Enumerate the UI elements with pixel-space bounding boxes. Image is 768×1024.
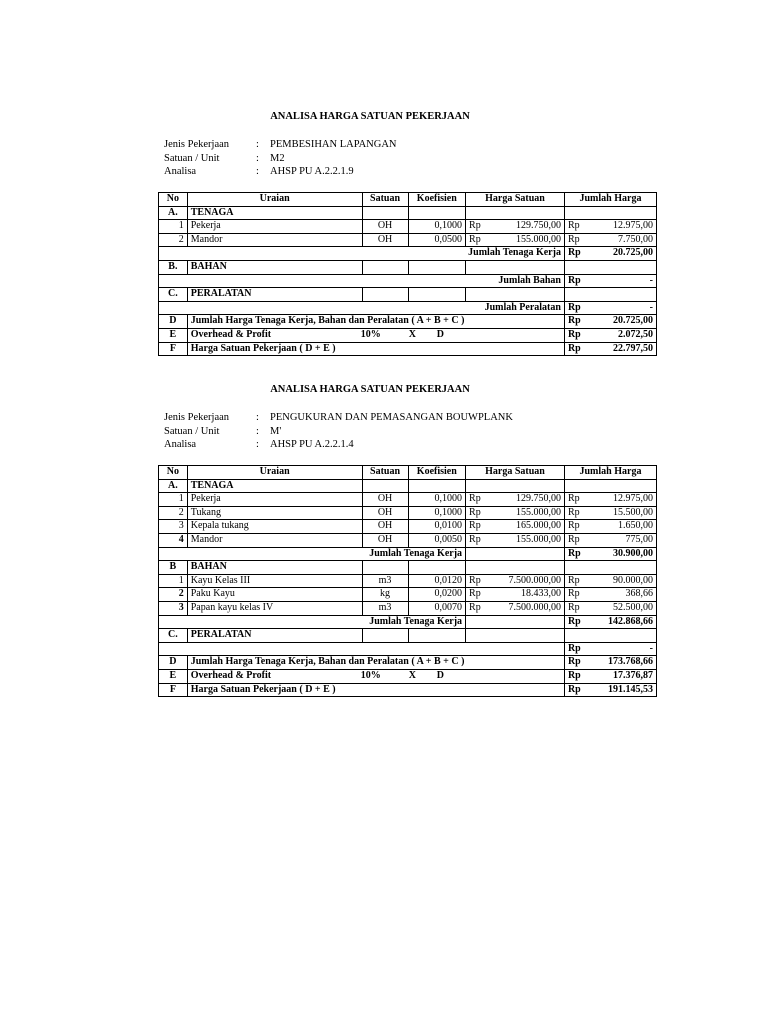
row-koef: 0,0050 [408, 533, 466, 547]
overhead-pct: 10% [360, 328, 381, 340]
summary-value: 2.072,50 [585, 328, 656, 342]
row-rp: Rp [466, 220, 484, 234]
row-no: 2 [159, 588, 188, 602]
info-sep: : [256, 425, 259, 437]
row-satuan: OH [362, 520, 408, 534]
info-value: AHSP PU A.2.2.1.9 [270, 166, 354, 177]
section-1-table [158, 192, 657, 356]
row-harga: 155.000,00 [484, 506, 565, 520]
info-sep: : [256, 166, 259, 177]
summary-code: E [159, 328, 188, 342]
summary-code: E [159, 669, 188, 683]
row-harga: 7.500.000,00 [484, 574, 565, 588]
group-code: A. [159, 206, 188, 220]
info-label: Satuan / Unit [164, 425, 220, 437]
summary-row-d [159, 315, 657, 329]
info-label: Analisa [164, 166, 197, 177]
subtotal-rp: Rp [564, 642, 585, 656]
subtotal-value: 20.725,00 [585, 247, 656, 261]
table-row [159, 220, 657, 234]
info-value: PEMBESIHAN LAPANGAN [270, 139, 397, 150]
subtotal-label: Jumlah Tenaga Kerja [159, 247, 565, 261]
row-uraian: Kayu Kelas III [187, 574, 362, 588]
subtotal-row-bahan [159, 274, 657, 288]
subtotal-row-tenaga [159, 547, 657, 561]
group-row-tenaga [159, 479, 657, 493]
row-uraian: Mandor [187, 533, 362, 547]
table-header-row [159, 193, 657, 207]
row-rp: Rp [466, 574, 484, 588]
subtotal-label: Jumlah Tenaga Kerja [159, 547, 466, 561]
subtotal-label: Jumlah Bahan [159, 274, 565, 288]
row-no: 3 [159, 520, 188, 534]
info-value: M' [270, 425, 282, 437]
table-header-row [159, 466, 657, 480]
summary-rp: Rp [564, 683, 585, 697]
group-label: TENAGA [187, 206, 362, 220]
row-koef: 0,0120 [408, 574, 466, 588]
section-2-title: ANALISA HARGA SATUAN PEKERJAAN [270, 384, 470, 395]
group-label: BAHAN [187, 260, 362, 274]
info-label: Jenis Pekerjaan [164, 412, 230, 423]
subtotal-value: - [585, 301, 656, 315]
info-sep: : [256, 412, 259, 423]
summary-row-d [159, 656, 657, 670]
summary-code: D [159, 656, 188, 670]
summary-value: 191.145,53 [585, 683, 656, 697]
row-koef: 0,1000 [408, 493, 466, 507]
table-row [159, 506, 657, 520]
row-rp: Rp [564, 574, 585, 588]
group-label: PERALATAN [187, 629, 362, 643]
group-code: B. [159, 260, 188, 274]
row-koef: 0,0200 [408, 588, 466, 602]
summary-label: Harga Satuan Pekerjaan ( D + E ) [187, 683, 564, 697]
group-label: PERALATAN [187, 288, 362, 302]
row-satuan: OH [362, 233, 408, 247]
subtotal-row-peralatan [159, 301, 657, 315]
overhead-ref: D [436, 328, 444, 340]
overhead-label: Overhead & Profit [190, 669, 272, 681]
row-harga: 155.000,00 [484, 533, 565, 547]
row-jumlah: 12.975,00 [585, 220, 656, 234]
row-rp: Rp [564, 220, 585, 234]
row-rp: Rp [466, 588, 484, 602]
group-label: BAHAN [187, 561, 362, 575]
row-harga: 129.750,00 [484, 493, 565, 507]
table-row [159, 533, 657, 547]
overhead-x: X [408, 328, 416, 340]
col-header-harga-satuan: Harga Satuan [466, 466, 565, 480]
row-uraian: Tukang [187, 506, 362, 520]
table-row [159, 601, 657, 615]
summary-rp: Rp [564, 328, 585, 342]
row-koef: 0,1000 [408, 506, 466, 520]
col-header-satuan: Satuan [362, 193, 408, 207]
row-jumlah: 52.500,00 [585, 601, 656, 615]
row-satuan: OH [362, 493, 408, 507]
section-1-info [164, 138, 397, 179]
section-1-table-wrap [158, 192, 657, 356]
subtotal-rp: Rp [564, 274, 585, 288]
overhead-x: X [408, 669, 416, 681]
row-jumlah: 775,00 [585, 533, 656, 547]
summary-rp: Rp [564, 315, 585, 329]
row-no: 3 [159, 601, 188, 615]
col-header-koefisien: Koefisien [408, 193, 466, 207]
info-sep: : [256, 152, 259, 164]
row-jumlah: 368,66 [585, 588, 656, 602]
group-code: B [159, 561, 188, 575]
row-rp: Rp [564, 533, 585, 547]
row-satuan: m3 [362, 574, 408, 588]
row-harga: 7.500.000,00 [484, 601, 565, 615]
col-header-no: No [159, 193, 188, 207]
row-rp: Rp [466, 506, 484, 520]
subtotal-value: - [585, 642, 656, 656]
row-no: 4 [159, 533, 188, 547]
row-uraian: Mandor [187, 233, 362, 247]
summary-rp: Rp [564, 656, 585, 670]
row-no: 1 [159, 574, 188, 588]
row-koef: 0,1000 [408, 220, 466, 234]
row-uraian: Papan kayu kelas IV [187, 601, 362, 615]
col-header-satuan: Satuan [362, 466, 408, 480]
subtotal-row-bahan [159, 615, 657, 629]
info-value: M2 [270, 152, 285, 164]
row-rp: Rp [466, 601, 484, 615]
table-row [159, 520, 657, 534]
row-no: 2 [159, 506, 188, 520]
section-2-table [158, 465, 657, 697]
row-jumlah: 12.975,00 [585, 493, 656, 507]
col-header-harga-satuan: Harga Satuan [466, 193, 565, 207]
row-harga: 18.433,00 [484, 588, 565, 602]
subtotal-value: - [585, 274, 656, 288]
row-rp: Rp [466, 233, 484, 247]
col-header-no: No [159, 466, 188, 480]
table-row [159, 233, 657, 247]
summary-label: Jumlah Harga Tenaga Kerja, Bahan dan Peralatan ( A + B + C ) [187, 656, 564, 670]
row-koef: 0,0070 [408, 601, 466, 615]
info-label: Satuan / Unit [164, 152, 220, 164]
col-header-uraian: Uraian [187, 466, 362, 480]
group-row-peralatan [159, 288, 657, 302]
subtotal-label: Jumlah Peralatan [159, 301, 565, 315]
row-satuan: kg [362, 588, 408, 602]
row-uraian: Paku Kayu [187, 588, 362, 602]
row-harga: 155.000,00 [484, 233, 565, 247]
row-jumlah: 15.500,00 [585, 506, 656, 520]
table-row [159, 493, 657, 507]
row-rp: Rp [466, 520, 484, 534]
row-rp: Rp [466, 493, 484, 507]
group-code: C. [159, 288, 188, 302]
summary-label [187, 328, 564, 342]
row-harga: 165.000,00 [484, 520, 565, 534]
summary-code: D [159, 315, 188, 329]
row-satuan: OH [362, 533, 408, 547]
info-value: AHSP PU A.2.2.1.4 [270, 439, 354, 450]
section-2-table-wrap [158, 465, 657, 697]
info-label: Jenis Pekerjaan [164, 139, 230, 150]
subtotal-row-peralatan [159, 642, 657, 656]
subtotal-rp: Rp [564, 615, 585, 629]
subtotal-rp: Rp [564, 547, 585, 561]
subtotal-label: Jumlah Tenaga Kerja [159, 615, 466, 629]
row-jumlah: 90.000,00 [585, 574, 656, 588]
overhead-ref: D [436, 669, 444, 681]
summary-code: F [159, 342, 188, 356]
table-row [159, 588, 657, 602]
group-row-tenaga [159, 206, 657, 220]
info-label: Analisa [164, 439, 197, 450]
summary-value: 22.797,50 [585, 342, 656, 356]
group-row-bahan [159, 561, 657, 575]
row-no: 1 [159, 493, 188, 507]
row-rp: Rp [564, 520, 585, 534]
row-harga: 129.750,00 [484, 220, 565, 234]
summary-value: 20.725,00 [585, 315, 656, 329]
col-header-jumlah-harga: Jumlah Harga [564, 466, 656, 480]
overhead-pct: 10% [360, 669, 381, 681]
row-no: 1 [159, 220, 188, 234]
summary-code: F [159, 683, 188, 697]
group-code: C. [159, 629, 188, 643]
col-header-jumlah-harga: Jumlah Harga [564, 193, 656, 207]
col-header-koefisien: Koefisien [408, 466, 466, 480]
summary-value: 173.768,66 [585, 656, 656, 670]
group-code: A. [159, 479, 188, 493]
subtotal-row-tenaga [159, 247, 657, 261]
subtotal-value: 30.900,00 [585, 547, 656, 561]
summary-label: Harga Satuan Pekerjaan ( D + E ) [187, 342, 564, 356]
subtotal-value: 142.868,66 [585, 615, 656, 629]
row-uraian: Pekerja [187, 220, 362, 234]
row-koef: 0,0100 [408, 520, 466, 534]
row-rp: Rp [564, 588, 585, 602]
info-sep: : [256, 139, 259, 150]
row-uraian: Pekerja [187, 493, 362, 507]
row-jumlah: 7.750,00 [585, 233, 656, 247]
row-no: 2 [159, 233, 188, 247]
row-rp: Rp [564, 233, 585, 247]
summary-rp: Rp [564, 669, 585, 683]
row-rp: Rp [466, 533, 484, 547]
section-2-info [164, 411, 513, 452]
row-jumlah: 1.650,00 [585, 520, 656, 534]
summary-row-e [159, 669, 657, 683]
group-row-bahan [159, 260, 657, 274]
overhead-label: Overhead & Profit [190, 328, 272, 340]
info-value: PENGUKURAN DAN PEMASANGAN BOUWPLANK [270, 412, 513, 423]
summary-row-f [159, 342, 657, 356]
group-row-peralatan [159, 629, 657, 643]
row-rp: Rp [564, 506, 585, 520]
subtotal-rp: Rp [564, 301, 585, 315]
row-satuan: OH [362, 506, 408, 520]
row-koef: 0,0500 [408, 233, 466, 247]
row-uraian: Kepala tukang [187, 520, 362, 534]
summary-rp: Rp [564, 342, 585, 356]
group-label: TENAGA [187, 479, 362, 493]
row-rp: Rp [564, 493, 585, 507]
section-1-title: ANALISA HARGA SATUAN PEKERJAAN [270, 111, 470, 122]
info-sep: : [256, 439, 259, 450]
row-satuan: OH [362, 220, 408, 234]
col-header-uraian: Uraian [187, 193, 362, 207]
summary-value: 17.376,87 [585, 669, 656, 683]
subtotal-rp: Rp [564, 247, 585, 261]
summary-row-e [159, 328, 657, 342]
summary-row-f [159, 683, 657, 697]
table-row [159, 574, 657, 588]
row-rp: Rp [564, 601, 585, 615]
summary-label: Jumlah Harga Tenaga Kerja, Bahan dan Peralatan ( A + B + C ) [187, 315, 564, 329]
row-satuan: m3 [362, 601, 408, 615]
summary-label [187, 669, 564, 683]
